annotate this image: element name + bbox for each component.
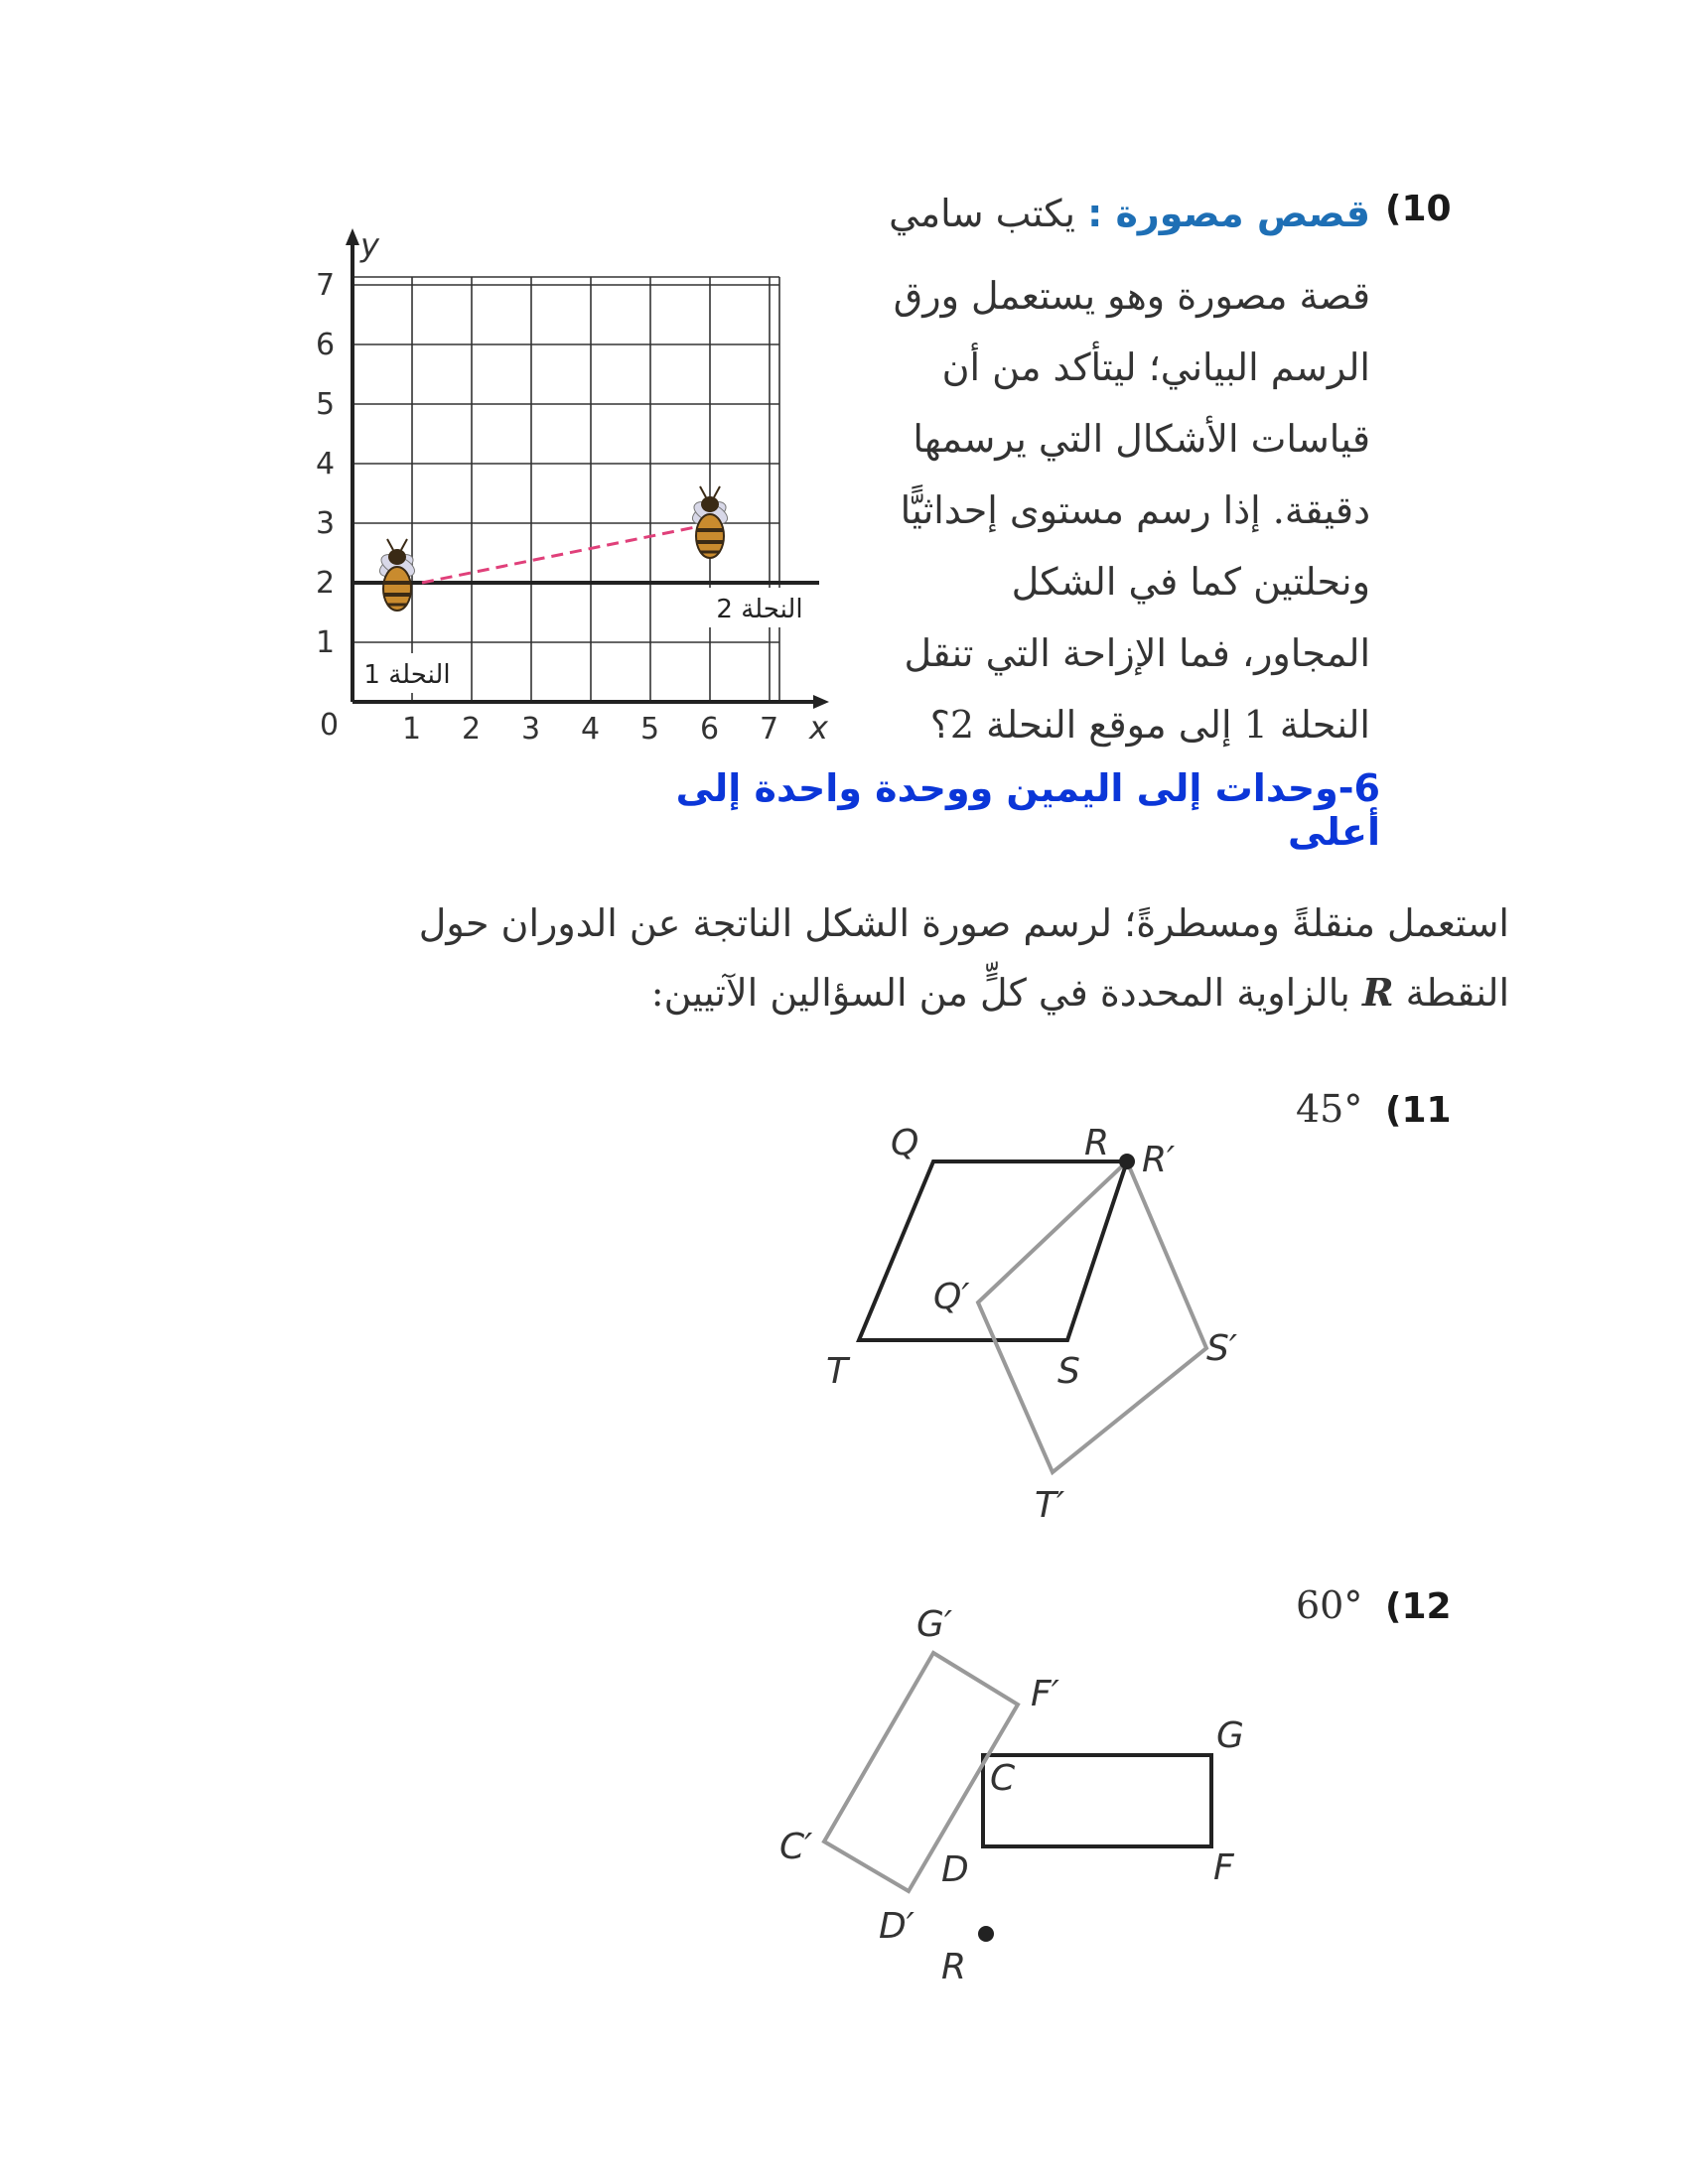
label-c-prime: C′ [779,1827,813,1867]
q10-lead: يكتب سامي [889,192,1075,235]
label-d: D [941,1849,969,1890]
label-s: S [1057,1351,1080,1392]
q11-angle: 45° [1296,1087,1363,1131]
label-g-prime: G′ [916,1604,953,1645]
q10-line: الرسم البياني؛ ليتأكد من أن [941,345,1370,389]
q10-number: (10 [1385,189,1452,229]
label-f-prime: F′ [1031,1674,1059,1714]
x-tick-label: 5 [640,712,660,747]
bee-2-label: النحلة 2 [716,595,803,624]
x-tick-label: 4 [581,712,601,747]
x-axis-label: x [809,709,828,747]
x-tick-label: 1 [402,712,422,747]
q12-rectangle-original [983,1755,1211,1846]
q11-number: (11 [1385,1090,1452,1131]
q12-point-r [978,1926,994,1942]
label-r: R [1084,1123,1110,1163]
q12-angle: 60° [1296,1583,1363,1627]
label-r-q12: R [941,1947,967,1987]
q10-line: قياسات الأشكال التي يرسمها [913,417,1370,461]
y-axis-label: y [360,226,379,264]
y-tick-label: 4 [316,447,336,481]
q11-parallelogram-original [859,1161,1127,1340]
label-q-prime: Q′ [933,1277,970,1317]
label-f: F [1213,1847,1234,1888]
origin-label: 0 [320,708,340,743]
label-d-prime: D′ [879,1906,914,1947]
instructions-line-2-end: بالزاوية المحددة في كلٍّ من السؤالين الآتيين: [650,971,1362,1015]
y-tick-label: 2 [316,566,336,601]
bee-1-label: النحلة 1 [363,660,451,690]
point-r: R [1361,970,1394,1015]
instructions-line-2-start: النقطة [1393,971,1509,1015]
label-r-prime: R′ [1142,1140,1176,1180]
x-tick-label: 3 [521,712,541,747]
instructions-line-1: استعمل منقلةً ومسطرةً؛ لرسم صورة الشكل الناتجة عن الدوران حول [418,901,1509,945]
q10-line: النحلة 1 إلى موقع النحلة 2؟ [929,703,1370,747]
label-t-prime: T′ [1035,1485,1065,1526]
q10-line: قصة مصورة وهو يستعمل ورق [893,274,1370,318]
y-tick-label: 6 [316,328,336,362]
q12-rectangle-image [824,1653,1018,1891]
q10-answer: 6-وحدات إلى اليمين ووحدة واحدة إلى أعلى [675,766,1380,854]
q11-point-r [1119,1154,1135,1169]
x-tick-label: 6 [700,712,720,747]
q10-line: دقيقة. إذا رسم مستوى إحداثيًّا [900,488,1370,532]
q10-line: المجاور، فما الإزاحة التي تنقل [904,631,1370,675]
x-tick-label: 2 [462,712,482,747]
label-s-prime: S′ [1206,1328,1238,1369]
label-t: T [826,1351,848,1392]
q10-title: قصص مصورة : [1087,192,1370,235]
label-c: C [990,1758,1016,1799]
label-q: Q [891,1123,919,1163]
y-tick-label: 1 [316,625,336,660]
y-tick-label: 7 [316,268,336,303]
q11-parallelogram-image [978,1161,1206,1472]
y-tick-label: 5 [316,387,336,422]
label-g: G [1216,1715,1244,1756]
y-tick-label: 3 [316,506,336,541]
q10-line: ونحلتين كما في الشكل [1011,560,1370,604]
x-tick-label: 7 [760,712,779,747]
q12-number: (12 [1385,1586,1452,1627]
